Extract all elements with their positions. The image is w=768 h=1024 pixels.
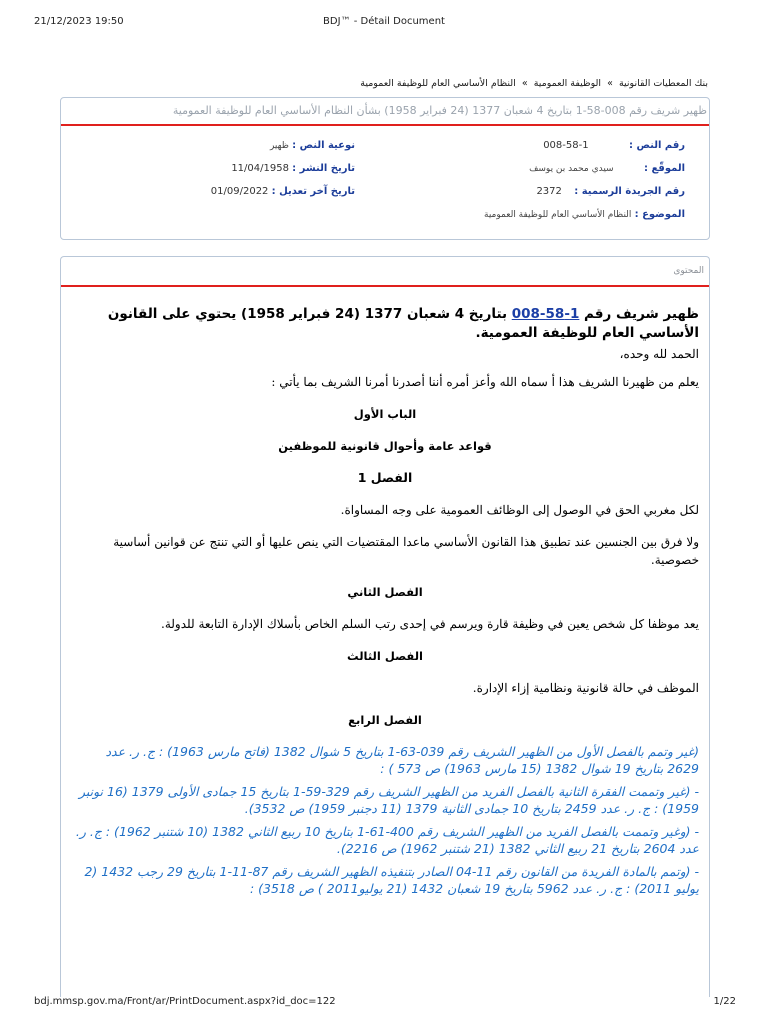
field-value: 1-58-008 [543, 140, 589, 151]
decree-title-suffix: بتاريخ 4 شعبان 1377 (24 فبراير 1958) يحتوي على القانون الأساسي العام للوظيفة العمومية. [107, 306, 699, 341]
document-summary-card [60, 97, 710, 240]
field-label: نوعية النص : [292, 140, 355, 151]
field-value: 01/09/2022 [210, 186, 269, 197]
document-metadata [61, 138, 709, 228]
amendment-note: (غير وتمم بالفصل الأول من الظهير الشريف رقم 039-63-1 بتاريخ 5 شوال 1382 (فاتح مارس 1963) : ج. ر. عدد 2629 بتاريخ 19 شوال 1382 (15 مارس 1963) ص 573 ) : [105, 744, 699, 776]
field-label: تاريخ آخر تعديل : [271, 186, 355, 197]
field-text-number [543, 140, 685, 151]
decree-title-prefix: ظهير شريف رقم [579, 306, 699, 322]
field-text-type [270, 140, 355, 151]
field-value: 2372 [536, 186, 562, 197]
field-value: سيدي محمد بن يوسف [529, 164, 614, 174]
content-body [61, 287, 709, 897]
part-title: قواعد عامة وأحوال قانونية للموظفين [278, 439, 492, 453]
document-content-card [60, 256, 710, 997]
breadcrumb-separator: » [521, 78, 528, 89]
field-signatory [529, 163, 685, 174]
print-title: BDJ™ - Détail Document [323, 16, 445, 27]
intro-paragraph: يعلم من ظهيرنا الشريف هذا أ سماه الله وأعز أمره أننا أصدرنا أمرنا الشريف بما يأتي : [271, 375, 699, 389]
field-label: رقم الجريدة الرسمية : [574, 186, 685, 197]
document-summary-title: ظهير شريف رقم 008-58-1 بتاريخ 4 شعبان 1377 (24 فبراير 1958) بشأن النظام الأساسي العام للوظيفة العمومية [61, 98, 709, 126]
print-datetime: 21/12/2023 19:50 [34, 16, 124, 27]
chapter-1-heading: الفصل 1 [357, 470, 413, 485]
content-header: المحتوى [61, 257, 709, 287]
decree-title [71, 305, 699, 343]
field-label: الموقّع : [643, 163, 685, 174]
praise-line: الحمد لله وحده، [619, 347, 699, 361]
field-value: 11/04/1958 [231, 163, 289, 174]
decree-number-link[interactable]: 1-58-008 [511, 306, 580, 322]
chapter-1-paragraph: ولا فرق بين الجنسين عند تطبيق هذا القانون الأساسي ماعدا المقتضيات التي ينص عليها أو التي تنتج عن قوانين أساسية خصوصية. [113, 535, 699, 567]
breadcrumb-item-legal-database[interactable]: بنك المعطيات القانونية [618, 78, 708, 89]
amendment-note: - (وغير وتممت بالفصل الفريد من الظهير الشريف رقم 400-61-1 بتاريخ 10 ربيع الثاني 1382 (10 شتنبر 1962) : ج. ر. عدد 2604 بتاريخ 21 ربيع الثاني 1382 (21 شتنبر 1962) ص 2216). [75, 824, 699, 856]
chapter-3-heading: الفصل الثالث [347, 649, 423, 663]
print-header [0, 16, 768, 30]
chapter-1-paragraph: لكل مغربي الحق في الوصول إلى الوظائف العمومية على وجه المساواة. [340, 503, 699, 517]
field-value: ظهير [269, 141, 289, 151]
field-gazette-number [536, 186, 685, 197]
amendment-note: - (غير وتممت الفقرة الثانية بالفصل الفريد من الظهير الشريف رقم 329-59-1 بتاريخ 15 جمادى الأولى 1379 (16 نونبر 1959) : ج. ر. عدد 2459 بتاريخ 10 جمادى الثانية 1379 (11 دجنبر 1959) ص 3532). [78, 784, 699, 816]
field-last-modified [211, 186, 355, 197]
chapter-2-paragraph: يعد موظفا كل شخص يعين في وظيفة قارة ويرسم في إحدى رتب السلم الخاص بأسلاك الإدارة التابعة للدولة. [161, 617, 699, 631]
amendment-note: - (وتمم بالمادة الفريدة من القانون رقم 11-04 الصادر بتنفيذه الظهير الشريف رقم 87-11-1 بتاريخ 29 رجب 1432 (2 يوليو 2011) : ج. ر. عدد 5962 بتاريخ 19 شعبان 1432 (21 يوليو2011 ) ص 3518) : [84, 864, 699, 896]
field-label: تاريخ النشر : [292, 163, 355, 174]
field-label: رقم النص : [628, 140, 685, 151]
chapter-3-paragraph: الموظف في حالة قانونية ونظامية إزاء الإدارة. [472, 681, 699, 695]
print-footer [0, 996, 768, 1010]
chapter-2-heading: الفصل الثاني [347, 585, 423, 599]
field-value: النظام الأساسي العام للوظيفة العمومية [484, 210, 632, 220]
chapter-4-heading: الفصل الرابع [348, 713, 422, 727]
breadcrumb [360, 78, 708, 89]
field-label: الموضوع : [634, 209, 685, 220]
field-publish-date [231, 163, 355, 174]
breadcrumb-separator: » [607, 78, 613, 89]
breadcrumb-item-general-statute[interactable]: النظام الأساسي العام للوظيفة العمومية [360, 78, 516, 89]
field-subject [484, 209, 685, 220]
print-url: bdj.mmsp.gov.ma/Front/ar/PrintDocument.aspx?id_doc=122 [34, 996, 336, 1007]
part-heading: الباب الأول [353, 407, 417, 421]
print-page-number: 1/22 [713, 996, 736, 1007]
breadcrumb-item-public-service[interactable]: الوظيفة العمومية [533, 78, 602, 89]
